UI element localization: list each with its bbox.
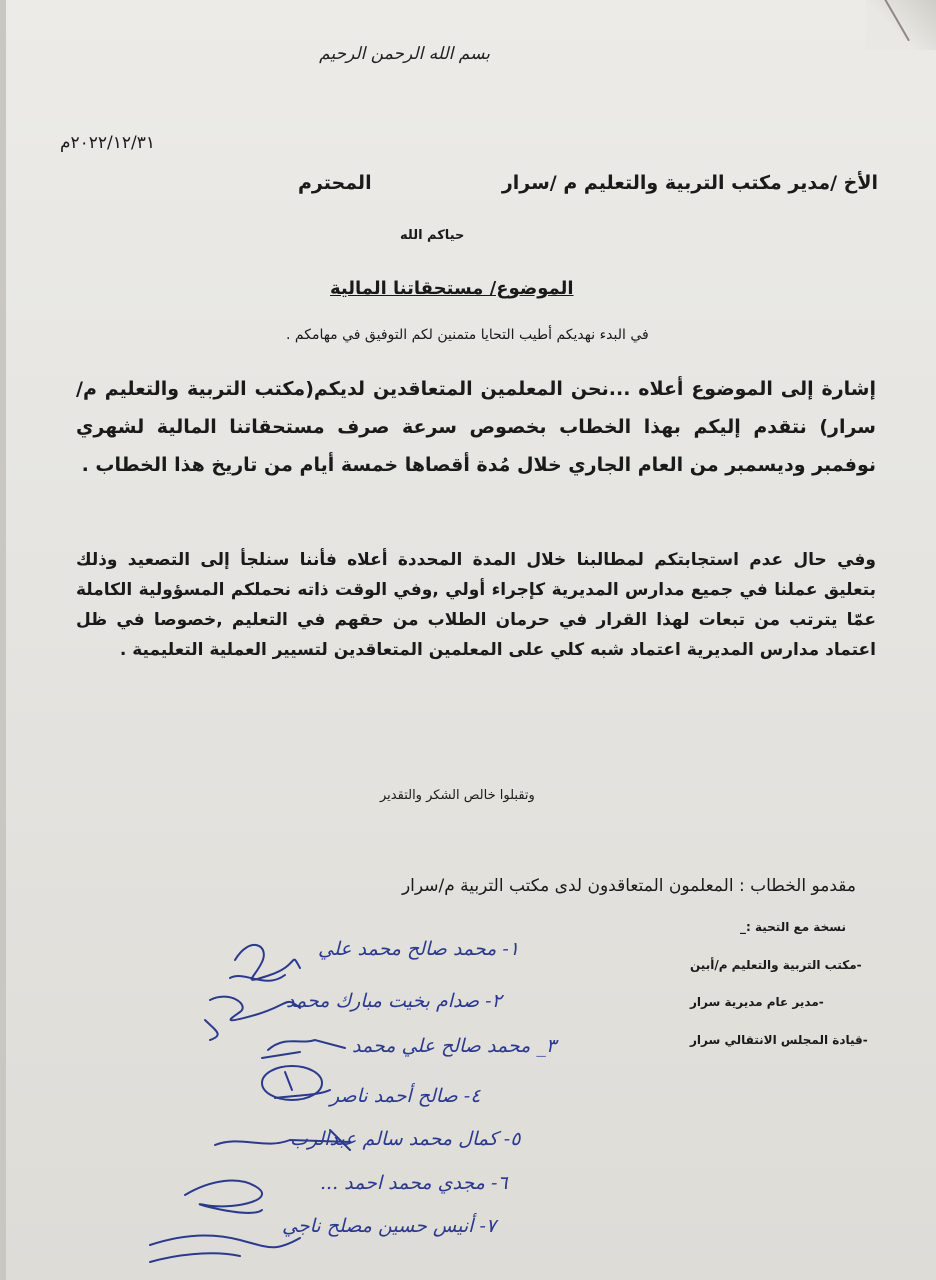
letter-date: ٢٠٢٢/١٢/٣١م <box>60 133 156 153</box>
addressee: الأخ /مدير مكتب التربية والتعليم م /سرار <box>501 172 878 194</box>
signatory-name: ٣_ محمد صالح علي محمد <box>352 1035 557 1057</box>
paragraph-request: إشارة إلى الموضوع أعلاه ...نحن المعلمين المتعاقدين لديكم(مكتب التربية والتعليم م/سرار) نتقدم إليكم بهذا الخطاب بخصوص سرعة صرف مستحقاتنا المالية لشهري نوفمبر وديسمبر من العام الجاري خلال مُدة أقصاها خمسة أيام من تاريخ هذا الخطاب . <box>76 378 876 476</box>
signatory-name: ٤- صالح أحمد ناصر <box>330 1085 481 1107</box>
closing-line: وتقبلوا خالص الشكر والتقدير <box>380 788 535 803</box>
signature-mark-2b <box>205 1020 218 1040</box>
basmala: بسم الله الرحمن الرحيم <box>319 44 490 64</box>
subject-line: الموضوع/ مستحقاتنا المالية <box>330 278 574 299</box>
signature-mark-2 <box>210 997 300 1021</box>
copy-recipient: -قيادة المجلس الانتقالي سرار <box>690 1033 868 1047</box>
paragraph-escalation: وفي حال عدم استجابتكم لمطالبنا خلال المدة المحددة أعلاه فأننا سنلجأ إلى التصعيد وذلك بتعليق عملنا في جميع مدارس المديرية كإجراء أولي ,وفي الوقت ذاته نحملكم المسؤولية الكاملة عمّا يترتب من تبعات لهذا القرار في حرمان الطلاب من حقهم في التعليم ,خصوصا في ظل اعتماد مدارس المديرية اعتماد شبه كلي على المعلمين المتعاقدين لتسيير العملية التعليمية . <box>76 550 876 660</box>
signature-mark-1 <box>235 945 300 980</box>
copies-title: نسخة مع التحية :_ <box>740 920 846 934</box>
signature-mark-5 <box>215 1130 350 1150</box>
honorific: المحترم <box>298 172 372 194</box>
signature-mark-6 <box>185 1181 262 1213</box>
signatory-name: ١- محمد صالح محمد علي <box>318 938 520 960</box>
signature-mark-3 <box>268 1040 345 1050</box>
signatory-name: ٦- مجدي محمد احمد ... <box>320 1172 508 1194</box>
signature-mark-7b <box>150 1253 240 1262</box>
opening-line: في البدء نهديكم أطيب التحايا متمنين لكم التوفيق في مهامكم . <box>286 327 649 343</box>
copy-recipient: -مدير عام مديرية سرار <box>690 995 824 1009</box>
signature-mark-7 <box>150 1235 300 1247</box>
greeting: حياكم الله <box>400 228 465 243</box>
signatory-name: ٧- أنيس حسين مصلح ناجي <box>282 1215 497 1237</box>
signatory-name: ٥- كمال محمد سالم عبدالرب <box>290 1128 521 1150</box>
submitters-line: مقدمو الخطاب : المعلمون المتعاقدون لدى مكتب التربية م/سرار <box>401 876 856 896</box>
signature-mark-3b <box>262 1052 300 1058</box>
copy-recipient: -مكتب التربية والتعليم م/أبين <box>690 958 862 972</box>
signatory-name: ٢- صدام بخيت مبارك محمد <box>286 990 502 1012</box>
